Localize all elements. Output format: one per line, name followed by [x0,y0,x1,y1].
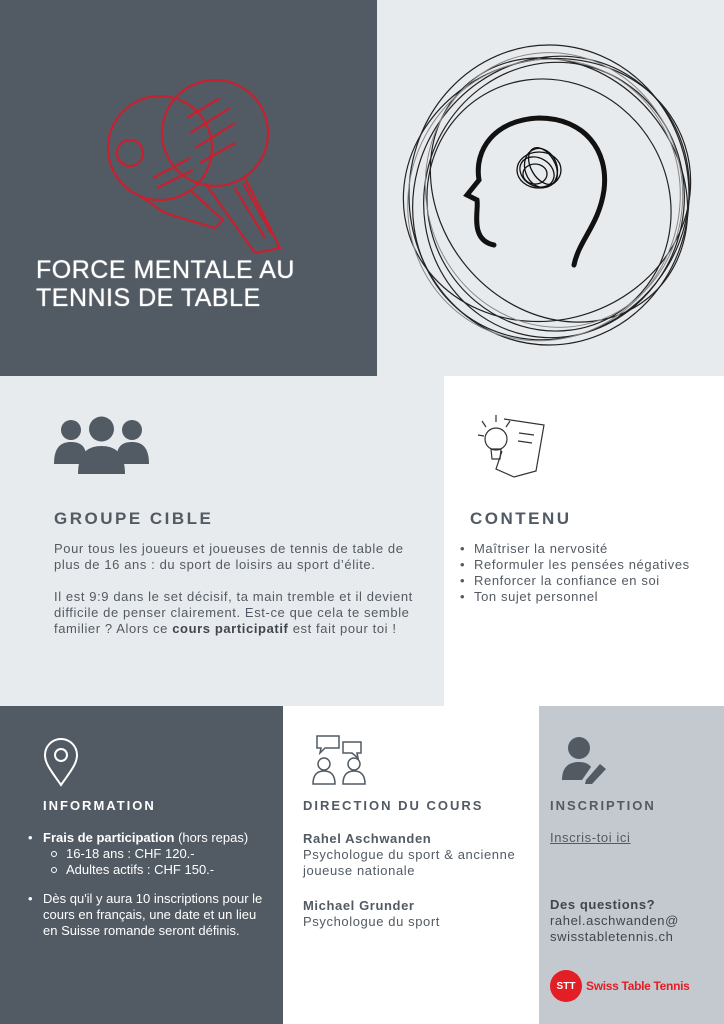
logo-text: Swiss Table Tennis [586,979,690,993]
table-tennis-paddles-icon [95,78,295,268]
paragraph-2-end: est fait pour toi ! [288,621,397,636]
price-list [43,846,266,878]
price-item: 16-18 ans : CHF 120.- [43,846,266,862]
register-link[interactable]: Inscris-toi ici [550,830,631,845]
target-group-text [54,541,424,653]
questions-label: Des questions? [550,897,656,912]
target-group-paragraph-1: Pour tous les joueurs et joueuses de tennis de table de plus de 16 ans : du sport de loisirs au sport d’élite. [54,541,404,572]
head-with-scribble-mind-icon [399,40,709,355]
questions-block [550,897,679,945]
paragraph-2-text: Il est 9:9 dans le set décisif, ta main tremble et il devient difficile de penser clairement. Est-ce que cela te semble familier ? Alors ce [54,589,413,636]
inscription-heading: INSCRIPTION [550,798,656,813]
title-line-2: TENNIS DE TABLE [36,284,261,312]
instructor-1 [303,831,533,879]
list-item: • Renforcer la confiance en soi [460,573,715,589]
registration-note: • Dès qu'il y aura 10 inscriptions pour le cours en français, une date et un lieu en Suisse romande seront définis. [26,891,266,939]
instructor-name: Rahel Aschwanden [303,831,432,846]
discussion-people-icon [311,734,367,786]
paragraph-2-bold: cours participatif [172,621,289,636]
contact-email[interactable] [550,913,679,944]
list-item: • Ton sujet personnel [460,589,715,605]
title-line-1: FORCE MENTALE AU [36,256,295,284]
location-pin-icon [42,737,80,787]
hero-right-panel [377,0,724,376]
group-people-icon [54,416,149,474]
email-line-1: rahel.aschwanden@ [550,913,679,928]
email-line-2: swisstabletennis.ch [550,929,674,944]
instructor-role: Psychologue du sport & ancienne joueuse nationale [303,847,516,878]
fee-label: Frais de participation [43,830,175,845]
hero-left-panel [0,0,377,376]
swiss-table-tennis-logo [550,970,690,1002]
content-heading: CONTENU [470,509,572,528]
direction-heading: DIRECTION DU COURS [303,798,484,813]
list-item: • Maîtriser la nervosité [460,541,715,557]
list-item: • Reformuler les pensées négatives [460,557,715,573]
information-heading: INFORMATION [43,798,156,813]
logo-badge: STT [550,970,582,1002]
content-list [460,541,715,605]
poster-title [36,256,295,312]
lightbulb-paper-icon [474,411,549,481]
target-group-heading: GROUPE CIBLE [54,509,214,528]
instructor-role: Psychologue du sport [303,914,441,929]
information-list [26,830,266,952]
instructor-name: Michael Grunder [303,898,415,913]
instructor-2 [303,898,533,930]
user-edit-icon [562,736,608,784]
target-group-paragraph-2 [54,589,424,637]
fee-note: (hors repas) [174,830,249,845]
price-item: Adultes actifs : CHF 150.- [43,862,266,878]
fee-item [26,830,266,878]
